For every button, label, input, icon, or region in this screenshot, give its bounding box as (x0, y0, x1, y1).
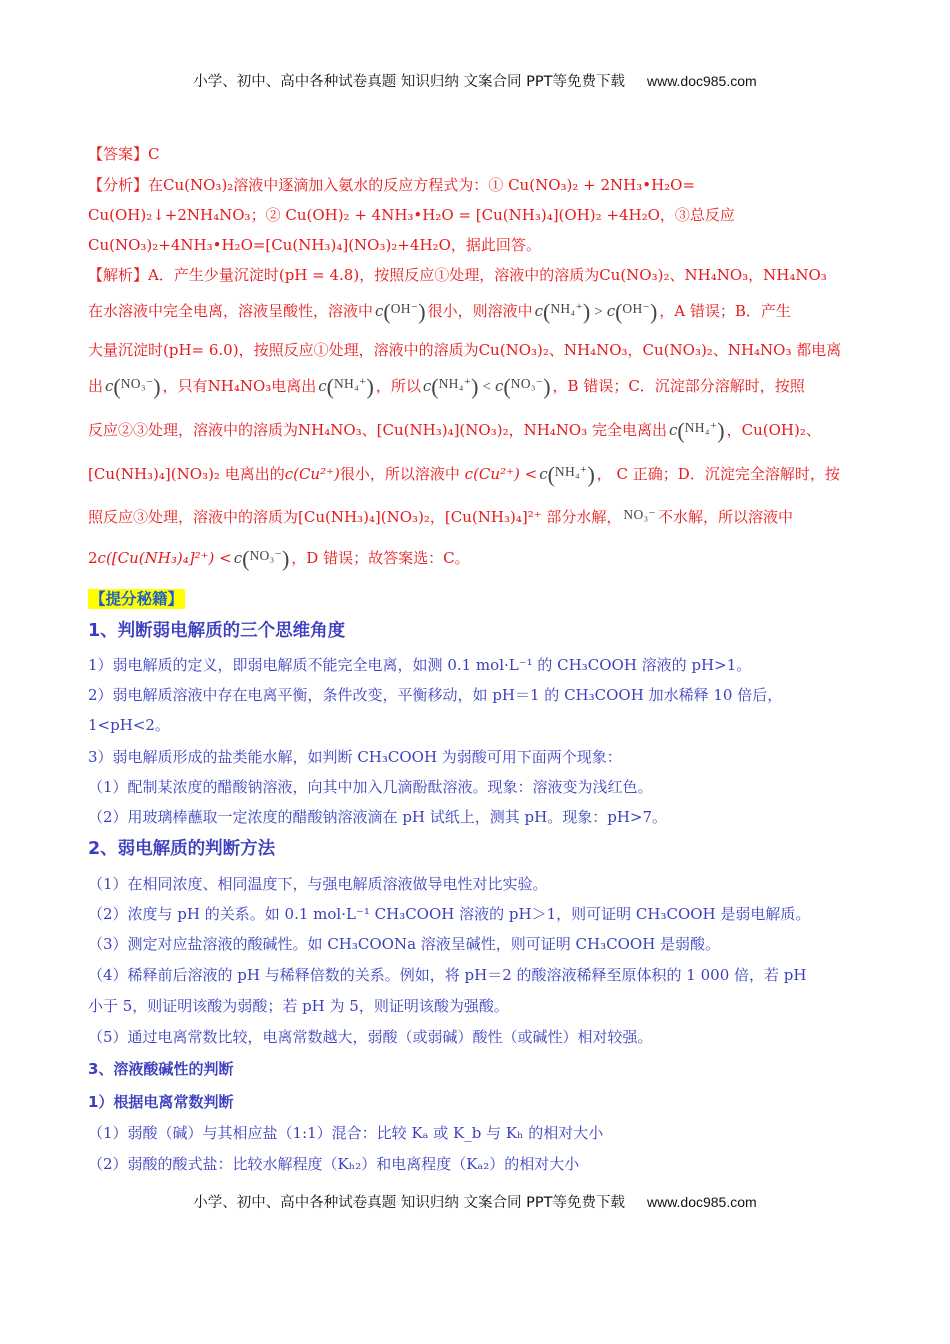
conc-no3-expression: c(NO₃⁻) (233, 546, 290, 571)
solution-text-4a: 出 (88, 377, 104, 395)
s1-p1: 1）弱电解质的定义，即弱电解质不能完全电离，如测 0.1 mol·L⁻¹ 的 CH₃COOH 溶液的 pH>1。 (88, 656, 752, 674)
ion-no3: NO₃⁻ (623, 507, 656, 522)
conc-symbol: c (318, 377, 327, 395)
conc-symbol: c (375, 302, 384, 320)
solution-text-4d: ，B 错误；C．沉淀部分溶解时，按照 (552, 377, 805, 395)
solution-text-5b: ，Cu(OH)₂、 (726, 421, 821, 439)
solution-line-8 (88, 547, 470, 570)
solution-text-8a: 2 (88, 549, 98, 567)
analysis-label: 【分析】 (88, 176, 149, 194)
header-text: 小学、初中、高中各种试卷真题 知识归纳 文案合同 PPT等免费下载 (193, 74, 625, 90)
ion-nh4: NH₄⁺ (554, 464, 588, 479)
conc-symbol: c (494, 377, 504, 395)
tips-tag-line (88, 588, 185, 610)
answer-value: C (148, 145, 160, 163)
answer-line (88, 143, 160, 165)
header-url[interactable]: www.doc985.com (646, 73, 757, 89)
conc-cu-1: c(Cu²⁺) (284, 465, 340, 483)
conc-no3-expression: c(NO₃⁻) (105, 374, 161, 399)
ion-no3: NO₃⁻ (120, 376, 154, 391)
footer-text: 小学、初中、高中各种试卷真题 知识归纳 文案合同 PPT等免费下载 (193, 1195, 625, 1211)
conc-nh4-expression: c(NH₄⁺) (539, 462, 595, 487)
ion-nh4: NH₄⁺ (550, 301, 583, 316)
analysis-line-3: Cu(NO₃)₂+4NH₃•H₂O=[Cu(NH₃)₄](NO₃)₂+4H₂O，据此回答。 (88, 236, 541, 254)
no3-ion (623, 507, 656, 529)
solution-text-7b: 不水解，所以溶液中 (657, 508, 793, 526)
s1-p2a: 2）弱电解质溶液中存在电离平衡，条件改变，平衡移动，如 pH＝1 的 CH₃COOH 加水稀释 10 倍后， (88, 686, 783, 704)
solution-text-8c: ，D 错误；故答案选：C。 (291, 549, 470, 567)
section-1-title: 1、判断弱电解质的三个思维角度 (88, 621, 346, 641)
page-footer (0, 1191, 950, 1212)
solution-text-6e: ， C 正确；D．沉淀完全溶解时，按 (596, 465, 840, 483)
conc-oh-expression: c(OH⁻) (375, 299, 426, 324)
conc-symbol: c (539, 465, 548, 483)
section-2-title: 2、弱电解质的判断方法 (88, 839, 276, 859)
solution-text-4c: ，所以 (375, 377, 421, 395)
ion-no3: NO₃⁻ (510, 376, 544, 391)
solution-line-5 (88, 419, 821, 442)
conc-nh4-expression: c(NH₄⁺) (534, 299, 591, 324)
s2-p4a: （4）稀释前后溶液的 pH 与稀释倍数的关系。例如，将 pH＝2 的酸溶液稀释至原体积的 1 000 倍，若 pH (88, 966, 807, 984)
solution-text-7a: 照反应③处理，溶液中的溶质为[Cu(NH₃)₄](NO₃)₂，[Cu(NH₃)₄]²⁺ 部分水解， (88, 508, 622, 526)
conc-oh-expression-2: c(OH⁻) (606, 299, 658, 324)
conc-symbol: c (606, 302, 616, 320)
ion-oh: OH⁻ (622, 301, 650, 316)
tips-tag: 【提分秘籍】 (90, 590, 184, 608)
s2-p3: （3）测定对应盐溶液的酸碱性。如 CH₃COONa 溶液呈碱性，则可证明 CH₃COOH 是弱酸。 (88, 935, 721, 953)
solution-text-2c: ，A 错误；B．产生 (659, 302, 791, 320)
conc-symbol: c (105, 377, 114, 395)
s2-p1: （1）在相同浓度、相同温度下，与强电解质溶液做导电性对比实验。 (88, 875, 548, 893)
lt-sign: < (482, 379, 491, 395)
solution-text-1: A．产生少量沉淀时(pH = 4.8)，按照反应①处理，溶液中的溶质为Cu(NO₃)₂、NH₄NO₃，NH₄NO₃ (148, 266, 827, 284)
ion-nh4: NH₄⁺ (684, 420, 718, 435)
s2-p2: （2）浓度与 pH 的关系。如 0.1 mol·L⁻¹ CH₃COOH 溶液的 pH＞1，则可证明 CH₃COOH 是弱电解质。 (88, 905, 811, 923)
analysis-line-2: Cu(OH)₂↓+2NH₄NO₃；② Cu(OH)₂ + 4NH₃•H₂O = [Cu(NH₃)₄](OH)₂ +4H₂O，③总反应 (88, 206, 735, 224)
s2-p5: （5）通过电离常数比较，电离常数越大，弱酸（或弱碱）酸性（或碱性）相对较强。 (88, 1028, 653, 1046)
solution-text-2a: 在水溶液中完全电离，溶液呈酸性，溶液中 (88, 302, 374, 320)
solution-line-3: 大量沉淀时(pH= 6.0)，按照反应①处理，溶液中的溶质为Cu(NO₃)₂、NH₄NO₃，Cu(NO₃)₂、NH₄NO₃ 都电离 (88, 341, 842, 359)
solution-text-6c: 很小，所以溶液中 (339, 465, 465, 483)
section-3-title: 3、溶液酸碱性的判断 (88, 1060, 234, 1078)
ion-nh4: NH₄⁺ (438, 376, 472, 391)
conc-cu-2: c(Cu²⁺) < (464, 465, 538, 483)
s1-p2b: 1<pH<2。 (88, 716, 170, 734)
solution-text-6a: [Cu(NH₃)₄](NO₃)₂ 电离出的 (88, 465, 285, 483)
s1-p4: （1）配制某浓度的醋酸钠溶液，向其中加入几滴酚酞溶液。现象：溶液变为浅红色。 (88, 778, 653, 796)
conc-nh4-expression: c(NH₄⁺) (669, 418, 725, 443)
conc-no3-expression-2: c(NO₃⁻) (494, 374, 551, 399)
conc-symbol: c (669, 421, 678, 439)
ion-oh: OH⁻ (390, 301, 419, 316)
solution-text-2b: 很小，则溶液中 (427, 302, 533, 320)
conc-nh4-expression: c(NH₄⁺) (318, 374, 374, 399)
conc-symbol: c (422, 377, 432, 395)
answer-label: 【答案】 (88, 145, 149, 163)
s3-p2: （2）弱酸的酸式盐：比较水解程度（Kₕ₂）和电离程度（Kₐ₂）的相对大小 (88, 1155, 580, 1173)
solution-text-4b: ，只有NH₄NO₃电离出 (162, 377, 317, 395)
conc-symbol: c (534, 302, 544, 320)
footer-url[interactable]: www.doc985.com (646, 1194, 757, 1210)
conc-symbol: c (233, 549, 243, 567)
gt-sign: > (594, 304, 603, 320)
conc-nh4-expression-2: c(NH₄⁺) (422, 374, 479, 399)
solution-label: 【解析】 (88, 266, 149, 284)
solution-line-7 (88, 506, 793, 529)
section-3-subtitle: 1）根据电离常数判断 (88, 1093, 234, 1111)
s3-p1: （1）弱酸（碱）与其相应盐（1:1）混合：比较 Kₐ 或 K_b 与 Kₕ 的相对大小 (88, 1124, 604, 1142)
ion-no3: NO₃⁻ (249, 548, 282, 563)
s1-p5: （2）用玻璃棒蘸取一定浓度的醋酸钠溶液滴在 pH 试纸上，测其 pH。现象：pH>7。 (88, 808, 668, 826)
s1-p3: 3）弱电解质形成的盐类能水解，如判断 CH₃COOH 为弱酸可用下面两个现象： (88, 748, 622, 766)
s2-p4b: 小于 5，则证明该酸为弱酸；若 pH 为 5，则证明该酸为强酸。 (88, 997, 509, 1015)
analysis-text-1: 在Cu(NO₃)₂溶液中逐滴加入氨水的反应方程式为：① Cu(NO₃)₂ + 2NH₃•H₂O= (148, 176, 696, 194)
ion-nh4: NH₄⁺ (334, 376, 367, 391)
solution-line-2 (88, 300, 791, 323)
solution-line-4 (88, 375, 805, 398)
solution-line-6 (88, 463, 840, 486)
conc-complex: c([Cu(NH₃)₄]²⁺) < (97, 549, 232, 567)
analysis-line-1 (88, 174, 695, 196)
solution-text-5a: 反应②③处理，溶液中的溶质为NH₄NO₃、[Cu(NH₃)₄](NO₃)₂，NH₄NO₃ 完全电离出 (88, 421, 668, 439)
page-header (0, 70, 950, 91)
solution-line-1 (88, 264, 827, 286)
